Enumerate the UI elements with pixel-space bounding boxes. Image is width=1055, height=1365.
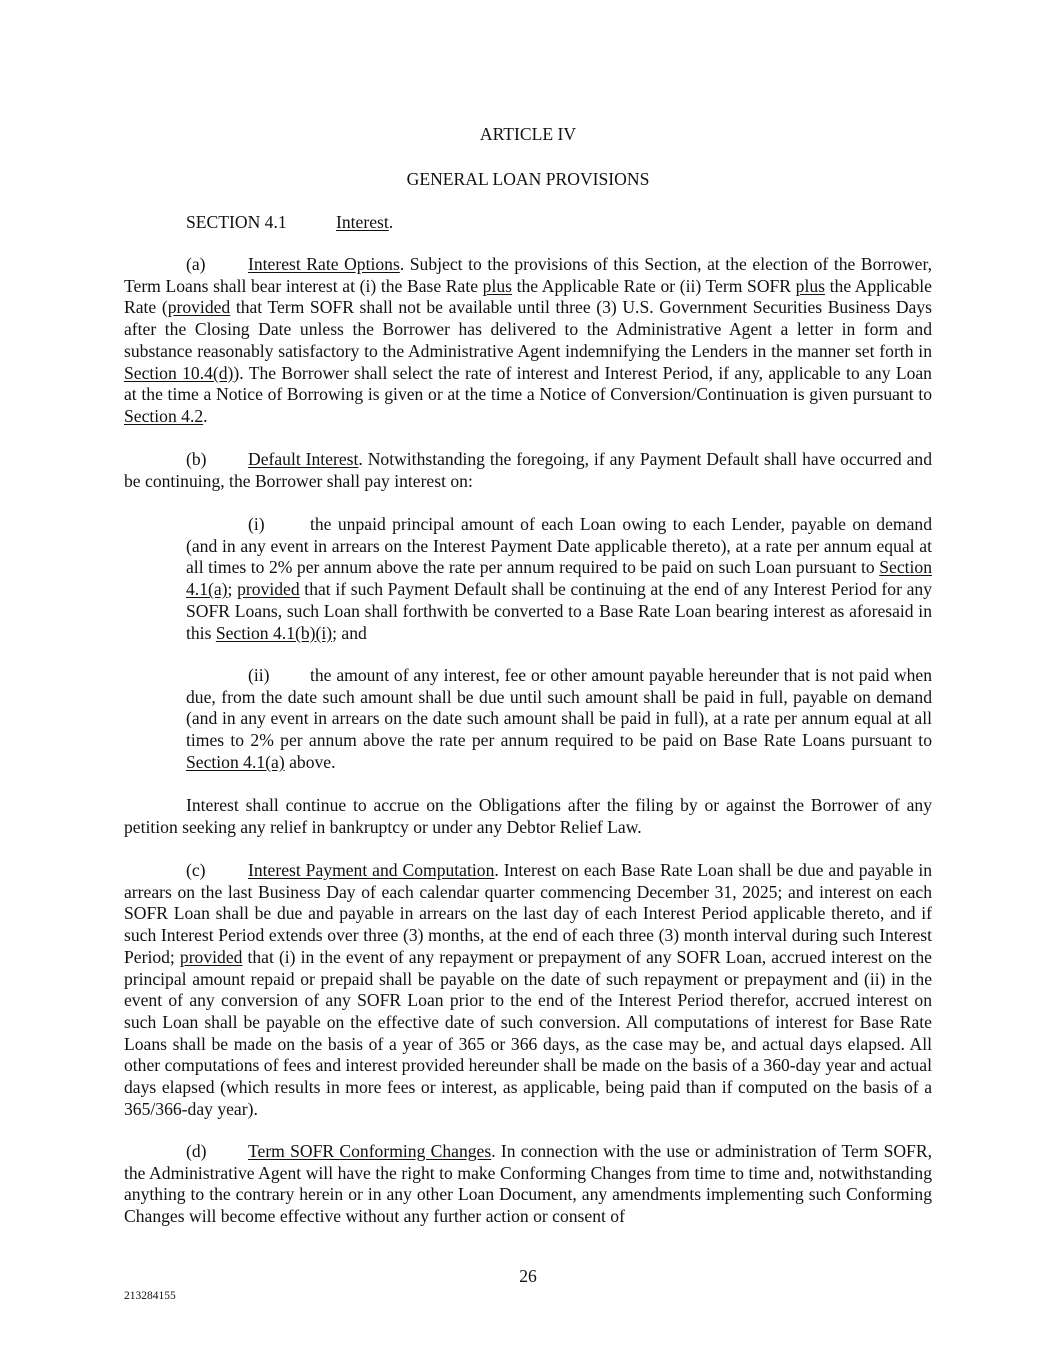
section-title: Interest — [336, 212, 389, 232]
paragraph-c-label: (c) — [186, 860, 206, 880]
paragraph-b-i: (i) the unpaid principal amount of each Loan owing to each Lender, payable on demand (and in any event in arrears on the Interest Payment Date applicable thereto), at a rate per annum equal at all times to 2% per annum above the rate per annum required to be paid on such Loan pursuant to Section 4.1(a); provided that if such Payment Default shall be continuing at the end of any Interest Period for any SOFR Loans, such Loan shall forthwith be converted to a Base Rate Loan bearing interest as aforesaid in this Section 4.1(b)(i); and — [186, 514, 932, 643]
section-ref-4-1-a: Section 4.1(a) — [186, 557, 932, 600]
article-subtitle: GENERAL LOAN PROVISIONS — [406, 169, 650, 189]
paragraph-b-label: (b) — [186, 449, 207, 469]
section-ref-4-1-a: Section 4.1(a) — [186, 751, 285, 772]
section-ref-4-1-b-i: Section 4.1(b)(i) — [215, 622, 333, 643]
paragraph-b-ii: (ii) the amount of any interest, fee or other amount payable hereunder that is not paid when due, from the date such amount shall be due until such amount shall be paid in full, payable on demand (and in any event in arrears on the date such amount shall be paid in full), at a rate per annum equal at all times to 2% per annum above the rate per annum required to be paid on Base Rate Loans pursuant to Section 4.1(a) above. — [186, 665, 932, 772]
section-ref-4-2: Section 4.2 — [124, 405, 204, 426]
paragraph-a-heading: Interest Rate Options — [248, 254, 400, 274]
paragraph-c: (c) Interest Payment and Computation. Interest on each Base Rate Loan shall be due and payable in arrears on the last Business Day of each calendar quarter commencing December 31, 2025; and interest on each SOFR Loan shall be due and payable in arrears on the last day of each Interest Period applicable thereto, and if such Interest Period extends over three (3) months, at the end of each three (3) month interval during such Interest Period; provided that (i) in the event of any repayment or prepayment of any SOFR Loan, accrued interest on the principal amount repaid or prepaid shall be payable on the date of such repayment or prepayment and (ii) in the event of any conversion of any SOFR Loan prior to the end of the Interest Period therefor, accrued interest on such Loan shall be payable on the effective date of such conversion. All computations of interest for Base Rate Loans shall be made on the basis of a year of 365 or 366 days, as the case may be, and actual days elapsed. All other computations of fees and interest provided hereunder shall be made on the basis of a 360-day year and actual days elapsed (which results in more fees or interest, as applicable, being paid than if computed on the basis of a 365/366-day year). — [124, 860, 932, 1119]
section-number: SECTION 4.1 — [186, 212, 287, 232]
article-title: ARTICLE IV — [479, 124, 577, 144]
paragraph-b-heading: Default Interest — [248, 449, 359, 469]
paragraph-a-label: (a) — [186, 254, 206, 274]
paragraph-b-ii-label: (ii) — [248, 665, 270, 685]
paragraph-d-label: (d) — [186, 1141, 207, 1161]
section-ref-10-4-d: Section 10.4(d) — [124, 362, 234, 383]
document-id: 213284155 — [124, 1290, 176, 1302]
paragraph-b: (b) Default Interest. Notwithstanding the foregoing, if any Payment Default shall have occurred and be continuing, the Borrower shall pay interest on: — [124, 449, 932, 491]
paragraph-d-heading: Term SOFR Conforming Changes — [248, 1141, 492, 1161]
paragraph-accrue: Interest shall continue to accrue on the Obligations after the filing by or against the Borrower of any petition seeking any relief in bankruptcy or under any Debtor Relief Law. — [124, 795, 932, 837]
paragraph-c-heading: Interest Payment and Computation — [248, 860, 495, 880]
paragraph-d: (d) Term SOFR Conforming Changes. In connection with the use or administration of Term SOFR, the Administrative Agent will have the right to make Conforming Changes from time to time and, notwithstanding anything to the contrary herein or in any other Loan Document, any amendments implementing such Conforming Changes will become effective without any further action or consent of — [124, 1141, 932, 1227]
section-heading: SECTION 4.1 Interest. — [186, 212, 394, 232]
paragraph-b-i-label: (i) — [248, 514, 265, 534]
page-number: 26 — [519, 1266, 537, 1286]
paragraph-a: (a) Interest Rate Options. Subject to the provisions of this Section, at the election of the Borrower, Term Loans shall bear interest at (i) the Base Rate plus the Applicable Rate or (ii) Term SOFR plus the Applicable Rate (provided that Term SOFR shall not be available until three (3) U.S. Government Securities Business Days after the Closing Date unless the Borrower has delivered to the Administrative Agent a letter in form and substance reasonably satisfactory to the Administrative Agent indemnifying the Lenders in the manner set forth in Section 10.4(d)). The Borrower shall select the rate of interest and Interest Period, if any, applicable to any Loan at the time a Notice of Borrowing is given or at the time a Notice of Conversion/Continuation is given pursuant to Section 4.2. — [124, 254, 933, 426]
